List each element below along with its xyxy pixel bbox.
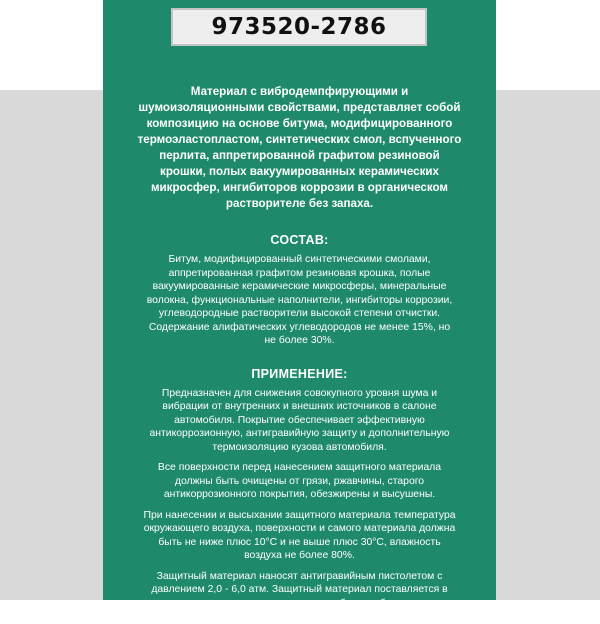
application-paragraph: Защитный материал наносят антигравийным пистолетом с давлением 2,0 - 6,0 атм. Защитный материал поставляется в готовом для нанесения виде, не требует разбавления и фильтрации. Допускается нанесение кистью. <box>151 570 448 622</box>
description-content <box>103 84 496 624</box>
product-info-panel <box>103 0 496 622</box>
application-paragraph: Предназначен для снижения совокупного уровня шума и вибрации от внутренних и внешних источников в салоне автомобиля. Покрытие обеспечивает эффективную антикоррозионную, антигравийную защиту и дополнительную термоизоляцию кузова автомобиля. <box>149 387 450 453</box>
product-code-box <box>171 8 427 46</box>
product-code: 973520-2786 <box>211 14 387 40</box>
composition-text: Битум, модифицированный синтетическими смолами, аппретированная графитом резиновая крошка, полые вакуумированные керамические микросферы, минеральные волокна, функциональные наполнители, ингибиторы коррозии, углеводородные растворители высокой степени отчистки. Содержание алифатических углеводородов не менее 15%, но не более 30%. <box>146 254 453 346</box>
intro-text: Материал с вибродемпфирующими и шумоизоляционными свойствами, представляет собой композицию на основе битума, модифицированного термоэластопластом, синтетических смол, вспученного перлита, аппретированной графитом резиновой крошки, полых вакуумированных керамических микросфер, ингибиторов коррозии в органическом растворителе без запаха. <box>137 85 462 210</box>
application-paragraph: При нанесении и высыхании защитного материала температура окружающего воздуха, поверхности и самого материала должна быть не ниже плюс 10°C и не выше плюс 30°C, влажность воздуха не более 80%. <box>143 509 456 561</box>
application-paragraph: Все поверхности перед нанесением защитного материала должны быть очищены от грязи, ржавчины, старого антикоррозионного покрытия, обезжирены и высушены. <box>157 462 442 500</box>
composition-heading: СОСТАВ: <box>270 233 329 247</box>
application-heading: ПРИМЕНЕНИЕ: <box>251 366 348 381</box>
